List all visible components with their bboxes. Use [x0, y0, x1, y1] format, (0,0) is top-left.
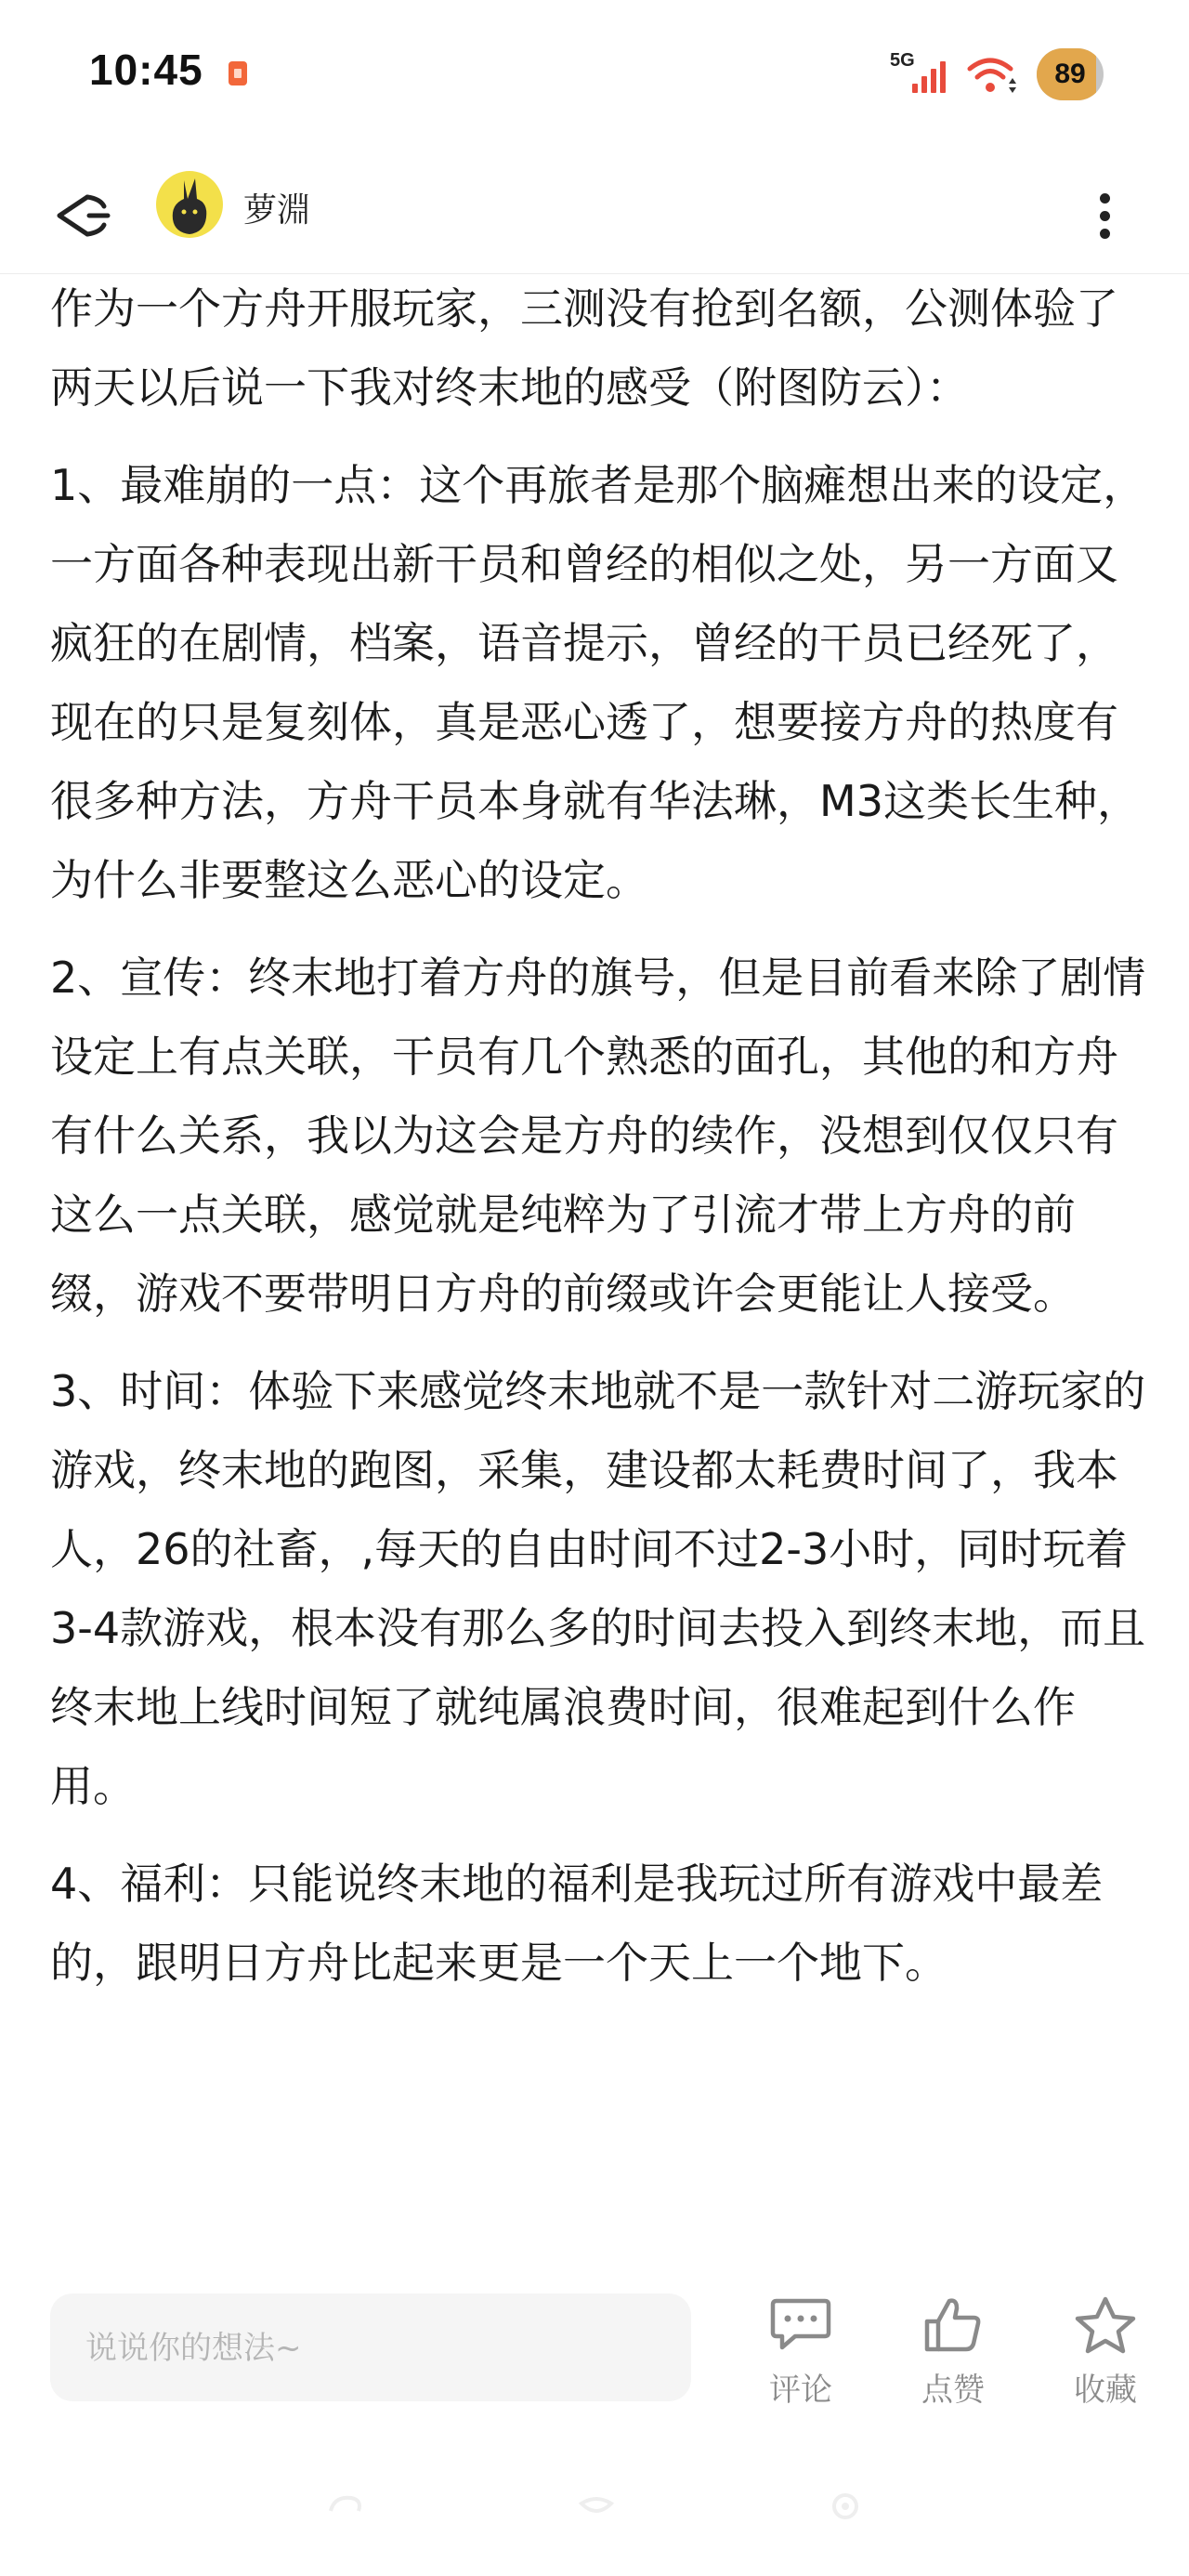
star-icon	[1072, 2295, 1139, 2355]
comment-input[interactable]	[84, 2293, 663, 2403]
favorite-label: 收藏	[1074, 2372, 1137, 2409]
comment-input-box[interactable]	[50, 2293, 691, 2401]
like-button[interactable]	[897, 2295, 1009, 2410]
like-label: 点赞	[921, 2372, 985, 2409]
paragraph-intro: 作为一个方舟开服玩家，三测没有抢到名额，公测体验了两天以后说一下我对终末地的感受（附图防云）：	[50, 283, 1118, 413]
paragraph-point-3: 3、时间：体验下来感觉终末地就不是一款针对二游玩家的游戏，终末地的跑图，采集，建设都太耗费时间了，我本人，26的社畜，,每天的自由时间不过2-3小时，同时玩着3-4款游戏，根本没有那么多的时间去投入到终末地，而且终末地上线时间短了就纯属浪费时间，很难起到什么作用。	[50, 1366, 1146, 1811]
avatar-character-icon	[156, 171, 223, 238]
comment-label: 评论	[769, 2372, 832, 2409]
post-header	[0, 158, 1189, 274]
network-type: 5G	[890, 50, 915, 71]
paragraph-point-1: 1、最难崩的一点：这个再旅者是那个脑瘫想出来的设定，一方面各种表现出新干员和曾经的相似之处，另一方面又疯狂的在剧情，档案，语音提示，曾经的干员已经死了，现在的只是复刻体，真是恶心透了，想要接方舟的热度有很多种方法，方舟干员本身就有华法琳，M3这类长生种，为什么非要整这么恶心的设定。	[50, 460, 1146, 905]
favorite-button[interactable]	[1050, 2295, 1161, 2410]
battery-level: 89	[1054, 59, 1086, 89]
hint-left-icon	[325, 2491, 366, 2522]
status-bar	[0, 0, 1189, 149]
battery-icon	[1037, 48, 1104, 100]
wifi-icon	[966, 54, 1020, 97]
avatar[interactable]	[156, 171, 223, 238]
thumbs-up-icon	[920, 2295, 986, 2355]
signal-icon	[910, 58, 951, 95]
status-time: 10:45	[89, 46, 203, 94]
comment-button[interactable]	[745, 2295, 856, 2410]
author-name[interactable]: 萝淵	[243, 191, 311, 230]
post-body	[50, 269, 1146, 2021]
back-arrow-icon[interactable]	[46, 178, 121, 253]
paragraph-point-4: 4、福利：只能说终末地的福利是我玩过所有游戏中最差的，跟明日方舟比起来更是一个天上一个地下。	[50, 1859, 1104, 1988]
hint-center-icon	[576, 2491, 617, 2522]
comment-icon	[767, 2295, 834, 2355]
hint-right-icon	[825, 2491, 866, 2522]
notification-app-icon	[229, 61, 247, 85]
more-vertical-icon[interactable]	[1079, 177, 1131, 255]
paragraph-point-2: 2、宣传：终末地打着方舟的旗号，但是目前看来除了剧情设定上有点关联，干员有几个熟悉的面孔，其他的和方舟有什么关系，我以为这会是方舟的续作，没想到仅仅只有这么一点关联，感觉就是纯粹为了引流才带上方舟的前缀，游戏不要带明日方舟的前缀或许会更能让人接受。	[50, 953, 1146, 1319]
